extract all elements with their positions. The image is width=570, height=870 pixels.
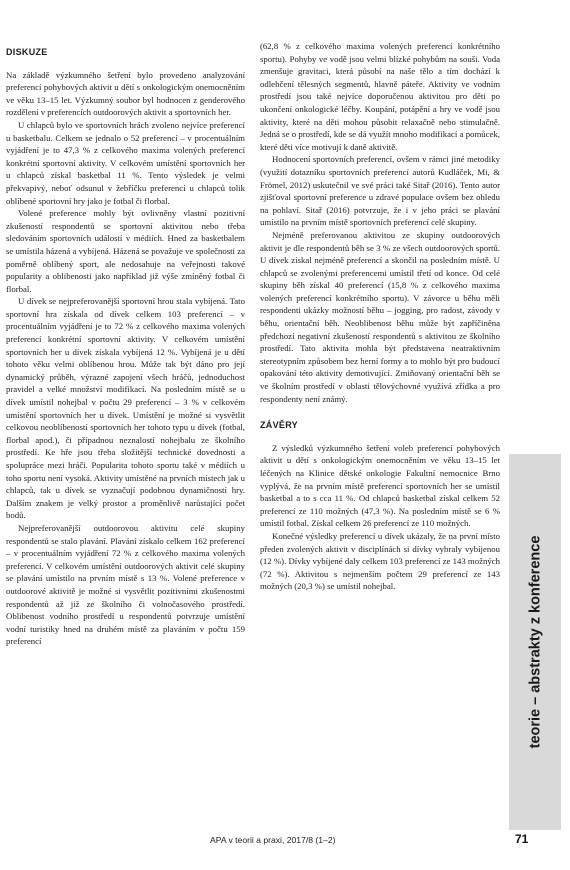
paragraph: Volené preference mohly být ovlivněny vlastní pozitivní zkušeností respondentů se sportovní aktivitou nebo třeba sledováním sportovních událostí v médiích. Hned za basketbalem se umístila házená a vybíjená. Házená se považuje ve společnosti za poměrně oblíbený sport, ale nedosahuje na veřejnosti takové popularity a oblibenosti jako například již výše zmíněný fotbal či florbal. (6, 208, 245, 294)
section-label-rest: – abstrakty z konference (527, 535, 543, 709)
paragraph: U dívek se nejpreferovanější sportovní hrou stala vybíjená. Tato sportovní hra získala od dívek celkem 103 preferencí – v procentuálním vyjádření je to 72 % z celkového maxima volených preferencí konkrétní sportovní aktivity. V celkovém umístění sportovních her u dívek získala vybíjená 12 %. Vybíjená je u dětí tohoto věku velmi oblíbenou hrou. Může tak být dáno pro její dynamický průběh, výrazné zapojení všech hráčů, jednoduchost pravidel a velké množství modifikací. Na posledním místě se u dívek umístil nohejbal v počtu 29 preferencí – 3 % v celkovém umístění sportovních her u dívek. Umístění je možné si vysvětlit celkovou neoblíbeností sportovních her tohoto typu u dívek (fotbal, florbal apod.), či případnou neznalostí nohejbalu ze školního prostředí. Ke hře jsou třeba složitější technické dovednosti a spolupráce mezi hráči. Popularita tohoto sportu také v médiích u toho sportu není vysoká. Aktivity umístěné na prvních místech jak u chlapců, tak u dívek se vyznačují podobnou dynamičností hry. Dalším znakem je velký prostor a proměnlivě narůstající počet bodů. (6, 296, 245, 521)
section-heading-zavery: ZÁVĚRY (260, 420, 298, 431)
journal-footer: APA v teorii a praxi, 2017/8 (1–2) (210, 835, 336, 845)
page-number: 71 (515, 832, 529, 846)
paragraph: Na základě výzkumného šetření bylo provedeno analyzování preferencí pohybových aktivit u dětí s onkologickým onemocněním ve věku 13–15 let. Výzkumný soubor byl hodnocen z genderového rozdělení v preferencích outdoorových aktivit a sportovních her. (6, 69, 245, 118)
section-tab-label (511, 454, 559, 830)
paragraph: Z výsledků výzkumného šetření voleb preferencí pohybových aktivit u dětí s onkologickým onemocněním ve věku 13–15 let léčených na Klinice dětské onkologie Fakultní nemocnice Brno vyplývá, že na prvním místě preferencí sportovních her se umístil basketbal a to s cca 11 %. Od chlapců basketbal získal celkem 52 preferencí ze 110 možných (47,3 %). Na posledním místě se 6 % umístil fotbal. Získal celkem 26 preferencí ze 110 možných. (260, 442, 500, 529)
right-column (260, 40, 500, 593)
section-heading-diskuze: DISKUZE (6, 47, 48, 57)
left-column (6, 46, 245, 648)
paragraph: Nejméně preferovanou aktivitou ze skupiny outdoorových aktivit je dle respondentů běh se 3 % ze všech outdoorových sportů. U dívek získal nejméně preferencí a skončil na posledním místě. U chlapců se zvolenými preferencemi umístil třetí od konce. Od celé skupiny běh získal 40 preferencí (15,8 % z celkového maxima volených preferencí konkrétního sportu). V závorce u běhu měli respondenti ukázky možností běhu – jogging, pro radost, závody v běhu, orientační běh. Neoblibenost běhu může být zapříčiněna předchozí negativní zkušeností respondentů s aktivitou ze školního prostředí. Tato aktivita mohla být představena neatraktivním stereotypním způsobem bez herní formy a to mohlo být pro budoucí opakování této aktivity demotivující. Zmiňovaný orientační běh se ve školním prostředí v oblasti tělovýchovné využívá zřídka a pro respondenty není známý. (260, 229, 500, 404)
paragraph: Hodnocení sportovních preferencí, ovšem v rámci jiné metodiky (využití dotazníku sportovních preferencí autorů Kudláček, Mi, & Frömel, 2012) uskutečnil ve své práci také Sitař (2016). Tento autor zjišťoval sportovní preference u zdravé populace ovšem bez ohledu na pohlaví. Sitař (2016) potvrzuje, že i v jeho práci se plavání umístilo na prvním místě sportovních preferencí celé skupiny. (260, 154, 500, 228)
section-label-bold: teorie (527, 708, 543, 749)
paragraph: U chlapců bylo ve sportovních hrách zvoleno nejvíce preferencí u basketbalu. Celkem se jednalo o 52 preferencí – v procentuálním vyjádření je to 47,3 % z celkového maxima volených preferencí konkrétní sportovní aktivity. V celkovém umístění sportovních her u chlapců získal basketbal 11 %. Tento výsledek je velmi překvapivý, neboť odsunul v žebříčku preferencí u chlapců tolik oblíbené sportovní hry jako je fotbal či florbal. (6, 119, 245, 206)
paragraph: (62,8 % z celkového maxima volených preferencí konkrétního sportu). Pohyby ve vodě jsou velmi blízké pohybům na souši. Voda zmenšuje gravitaci, která působí na naše tělo a tím dochází k odlehčení tělesných segmentů, hlavně páteře. Aktivity ve vodním prostředí jsou také nejvíce doporučenou aktivitou pro děti po ukončení onkologické léčby. Koupání, potápění a hry ve vodě jsou aktivity, které na děti mohou působit relaxačně nebo stimulačně. Jedná se o prostředí, kde se dá využít mnoho modifikací a pomůcek, které děti více motivují k daně aktivitě. (260, 41, 500, 152)
paragraph: Konečné výsledky preferencí u dívek ukázaly, že na první místo předen zvolených aktivit v disciplínách si dívky vybraly vybíjenou (12 %). Dívky vybíjené daly celkem 103 preferencí ze 143 možných (72 %). Aktivitou s nejmenším počtem 29 preferencí ze 143 možných (20,3 %) se umístil nohejbal. (260, 530, 500, 592)
paragraph: Nejpreferovanější outdoorovou aktivitu celé skupiny respondentů se stalo plavání. Plavání získalo celkem 162 preferencí – v procentuálním vyjádření 72 % z celkového maxima volených preferencí. V celkovém umístění outdoorových aktivit celé skupiny se plavání umístilo na prvním místě s 13 %. Volené preference v outdoorové aktivitě je možné si vysvětlit pozitivními zkušenostmi respondentů až již ze školního či volnočasového prostředí. Oblibenost vodního prostředí u respondentů potvrzuje umístění vodní turistiky hned na druhém místě za plaváním v počtu 159 preferencí (6, 522, 245, 647)
